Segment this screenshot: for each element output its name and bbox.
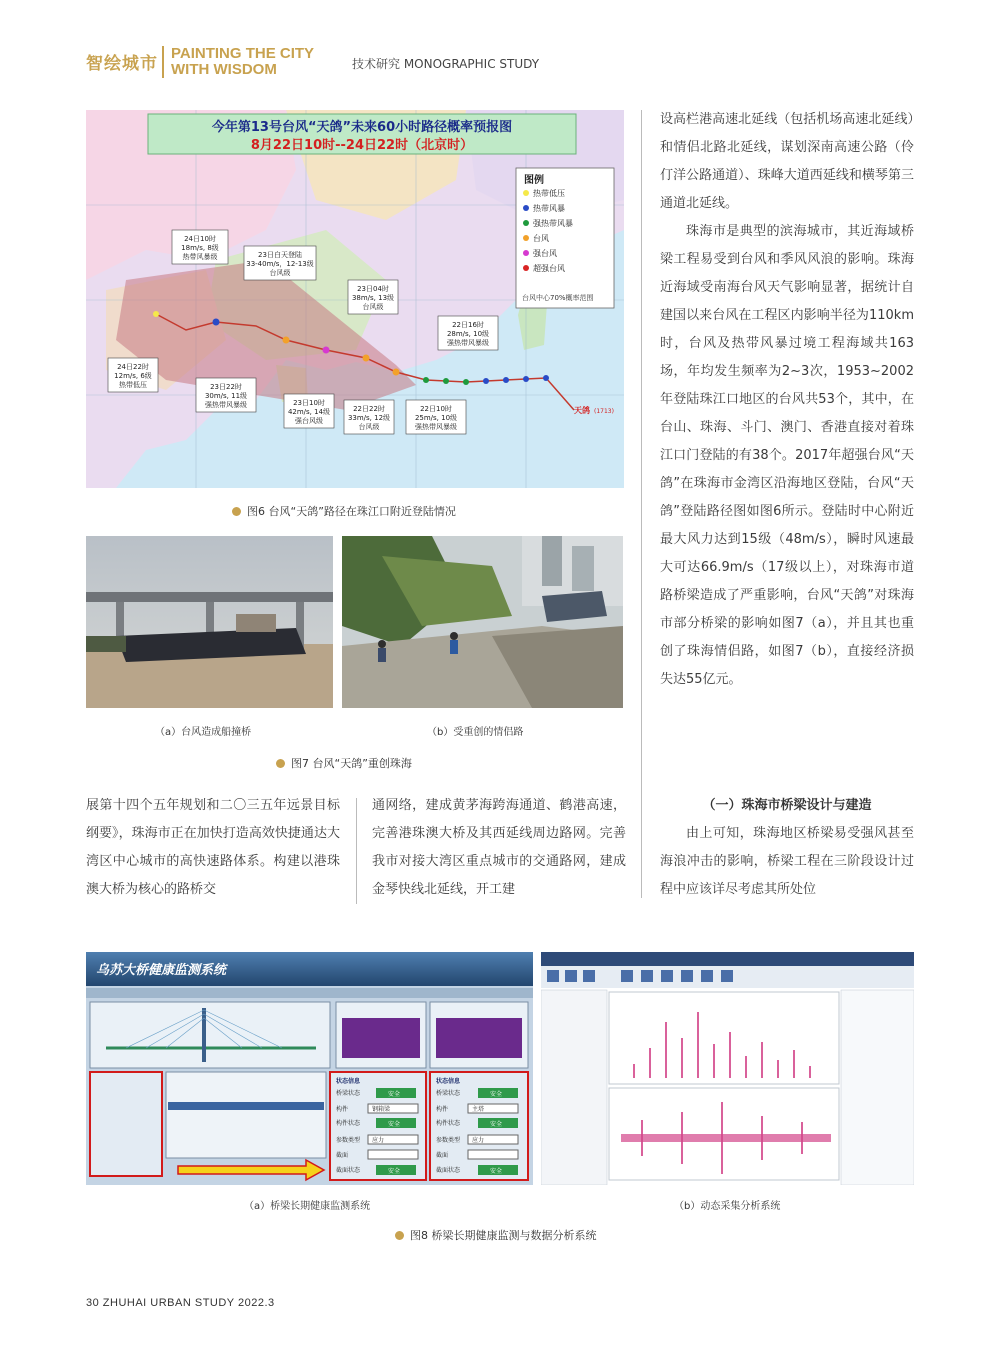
svg-text:33-40m/s，12-13级: 33-40m/s，12-13级: [246, 260, 314, 268]
svg-text:22日22时: 22日22时: [353, 405, 385, 413]
svg-text:安全: 安全: [388, 1091, 401, 1098]
svg-text:应力: 应力: [372, 1137, 385, 1144]
typhoon-name: 天鸽: [574, 406, 590, 415]
bottom-column-2: [372, 792, 626, 904]
svg-text:23日04时: 23日04时: [357, 285, 389, 293]
svg-text:构件状态: 构件状态: [436, 1120, 461, 1127]
map-title-line2: 8月22日10时--24日22时（北京时）: [250, 138, 474, 153]
svg-text:钢箱梁: 钢箱梁: [372, 1106, 391, 1113]
brand-english: [171, 46, 314, 78]
svg-text:构件状态: 构件状态: [336, 1120, 361, 1127]
system-title: 乌苏大桥健康监测系统: [96, 963, 227, 978]
svg-text:主塔: 主塔: [472, 1106, 485, 1113]
brand-english-line2: WITH WISDOM: [171, 61, 277, 78]
svg-text:强热带风暴级: 强热带风暴级: [415, 423, 457, 431]
figure7-caption: 图7 台风“天鸽”重创珠海: [276, 755, 412, 771]
svg-text:台风级: 台风级: [362, 303, 384, 311]
caption-bullet-icon: [232, 507, 241, 516]
svg-text:安全: 安全: [490, 1121, 503, 1128]
bottom-paragraph-1: 展第十四个五年规划和二〇三五年远景目标纲要》，珠海市正在加快打造高效快捷通达大湾区中心城市的高快速路体系。构建以港珠澳大桥为核心的路桥交: [86, 798, 340, 897]
legend-marker-icon: [523, 205, 529, 211]
dynamic-analysis-screenshot: [541, 952, 914, 1185]
typhoon-code: (1713): [594, 408, 614, 415]
right-paragraph-2: 珠海市是典型的滨海城市，其近海域桥梁工程易受到台风和季风风浪的影响。珠海近海域受南海台风天气影响显著，据统计自建国以来台风在工程区内影响半径为110km时，台风及热带风暴过境工程海域共163场，年均发生频率为2~3次，1953~2002年登陆珠江口地区的台风共53个，其中，在台山、珠海、斗门、澳门、香港直接对着珠江口门登陆的有38个。2017年超强台风“天鸽”在珠海市金湾区沿海地区登陆，台风“天鸽”登陆路径图如图6所示。登陆时中心附近最大风力达到15级（48m/s），瞬时风速最大可达66.9m/s（17级以上），对珠海市道路桥梁造成了严重影响，台风“天鸽”对珠海市部分桥梁的影响如图7（a），并且其也重创了珠海情侣路，如图7（b），直接经济损失达55亿元。: [660, 224, 914, 687]
svg-text:12m/s, 6级: 12m/s, 6级: [114, 372, 152, 380]
legend-item-label: 超强台风: [533, 264, 565, 273]
right-column-bottom: [660, 792, 914, 904]
status-panel-middle: [330, 1072, 426, 1180]
svg-text:截面: 截面: [436, 1152, 449, 1159]
right-column-top: [660, 106, 914, 694]
svg-text:22日10时: 22日10时: [420, 405, 452, 413]
svg-text:参数类型: 参数类型: [436, 1137, 461, 1144]
figure8a-subcaption: （a）桥梁长期健康监测系统: [244, 1201, 371, 1212]
svg-text:强热带风暴级: 强热带风暴级: [447, 339, 489, 347]
svg-text:28m/s, 10级: 28m/s, 10级: [446, 330, 490, 338]
svg-text:截面状态: 截面状态: [336, 1167, 361, 1174]
status-panel-right: [430, 1072, 528, 1180]
page-footer: 30 ZHUHAI URBAN STUDY 2022.3: [86, 1297, 275, 1309]
svg-text:状态信息: 状态信息: [336, 1078, 361, 1085]
svg-text:38m/s, 13级: 38m/s, 13级: [351, 294, 395, 302]
svg-text:安全: 安全: [490, 1091, 503, 1098]
svg-text:安全: 安全: [388, 1168, 401, 1175]
legend-marker-icon: [523, 235, 529, 241]
svg-text:安全: 安全: [388, 1121, 401, 1128]
svg-text:台风级: 台风级: [269, 269, 291, 277]
label-22-10: [406, 400, 466, 434]
label-23-04: [348, 280, 398, 314]
subheading: （一）珠海市桥梁设计与建造: [702, 798, 872, 813]
label-22-22: [344, 400, 394, 434]
svg-text:桥梁状态: 桥梁状态: [336, 1090, 361, 1097]
label-22-16: [438, 316, 498, 350]
svg-text:截面: 截面: [336, 1152, 349, 1159]
legend-item-label: 强台风: [533, 249, 557, 258]
figure8-caption: 图8 桥梁长期健康监测与数据分析系统: [395, 1227, 597, 1243]
svg-text:24日22时: 24日22时: [117, 363, 149, 371]
caption-bullet-icon: [395, 1231, 404, 1240]
section-label: 技术研究 MONOGRAPHIC STUDY: [352, 57, 540, 71]
caption-bullet-icon: [276, 759, 285, 768]
column-divider: [641, 110, 642, 898]
column-divider: [356, 798, 357, 904]
svg-text:30m/s, 11级: 30m/s, 11级: [204, 392, 248, 400]
svg-text:23日10时: 23日10时: [293, 399, 325, 407]
svg-text:强台风级: 强台风级: [295, 417, 323, 425]
svg-text:18m/s, 8级: 18m/s, 8级: [181, 244, 219, 252]
typhoon-map-figure: [86, 110, 624, 488]
svg-text:42m/s, 14级: 42m/s, 14级: [287, 408, 331, 416]
figure7a-subcaption: （a）台风造成船撞桥: [155, 727, 252, 738]
legend-marker-icon: [523, 190, 529, 196]
svg-text:23日白天登陆: 23日白天登陆: [258, 251, 302, 259]
label-23-10: [284, 394, 334, 428]
svg-text:台风级: 台风级: [358, 423, 380, 431]
legend-note: 台风中心70%概率范围: [522, 294, 594, 302]
svg-text:强热带风暴级: 强热带风暴级: [205, 401, 247, 409]
label-24-10: [172, 230, 228, 264]
brand-english-line1: PAINTING THE CITY: [171, 45, 315, 62]
label-23-landfall: [244, 246, 316, 280]
svg-text:构件: 构件: [336, 1106, 349, 1113]
svg-text:状态信息: 状态信息: [436, 1078, 461, 1085]
svg-text:33m/s, 12级: 33m/s, 12级: [347, 414, 391, 422]
figure7b-subcaption: （b）受重创的情侣路: [427, 727, 524, 738]
figure8b-subcaption: （b）动态采集分析系统: [674, 1201, 781, 1212]
right-paragraph-1: 设高栏港高速北延线（包括机场高速北延线）和情侣北路北延线，谋划深南高速公路（伶仃洋公路通道）、珠峰大道西延线和横琴第三通道北延线。: [660, 112, 914, 211]
figure6-caption: 图6 台风“天鸽”路径在珠江口附近登陆情况: [232, 503, 456, 519]
legend-marker-icon: [523, 220, 529, 226]
lovers-road-photo: [342, 536, 623, 708]
svg-text:安全: 安全: [490, 1168, 503, 1175]
svg-text:构件: 构件: [436, 1106, 449, 1113]
svg-text:25m/s, 10级: 25m/s, 10级: [414, 414, 458, 422]
svg-text:23日22时: 23日22时: [210, 383, 242, 391]
header-divider: [162, 46, 164, 78]
legend-item-label: 强热带风暴: [533, 219, 573, 228]
svg-text:截面状态: 截面状态: [436, 1167, 461, 1174]
svg-text:热带风暴级: 热带风暴级: [182, 253, 218, 261]
bottom-column-1: [86, 792, 340, 904]
legend-item-label: 热带低压: [533, 189, 565, 198]
svg-text:24日10时: 24日10时: [184, 235, 216, 243]
svg-text:参数类型: 参数类型: [336, 1137, 361, 1144]
legend-title: 图例: [524, 175, 544, 186]
bottom-paragraph-2: 通网络，建成黄茅海跨海通道、鹤港高速，完善港珠澳大桥及其西延线周边路网。完善我市对接大湾区重点城市的交通路网，建成金琴快线北延线，开工建: [372, 798, 626, 897]
legend-item-label: 热带风暴: [533, 204, 565, 213]
svg-text:桥梁状态: 桥梁状态: [436, 1090, 461, 1097]
legend-item-label: 台风: [533, 234, 549, 243]
svg-text:热带低压: 热带低压: [119, 381, 147, 389]
label-23-22: [196, 378, 256, 412]
legend-marker-icon: [523, 265, 529, 271]
ship-bridge-photo: [86, 536, 333, 708]
svg-text:应力: 应力: [472, 1137, 485, 1144]
typhoon-map: [86, 110, 624, 488]
map-title-line1: 今年第13号台风“天鸽”未来60小时路径概率预报图: [211, 120, 513, 135]
svg-text:22日16时: 22日16时: [452, 321, 484, 329]
health-monitoring-screenshot: [86, 952, 533, 1185]
right-paragraph-3: 由上可知，珠海地区桥梁易受强风甚至海浪冲击的影响，桥梁工程在三阶段设计过程中应该详尽考虑其所处位: [660, 826, 914, 897]
brand-title: 智绘城市: [86, 54, 158, 74]
legend-marker-icon: [523, 250, 529, 256]
map-legend: [516, 168, 614, 308]
label-24-22: [108, 358, 158, 392]
